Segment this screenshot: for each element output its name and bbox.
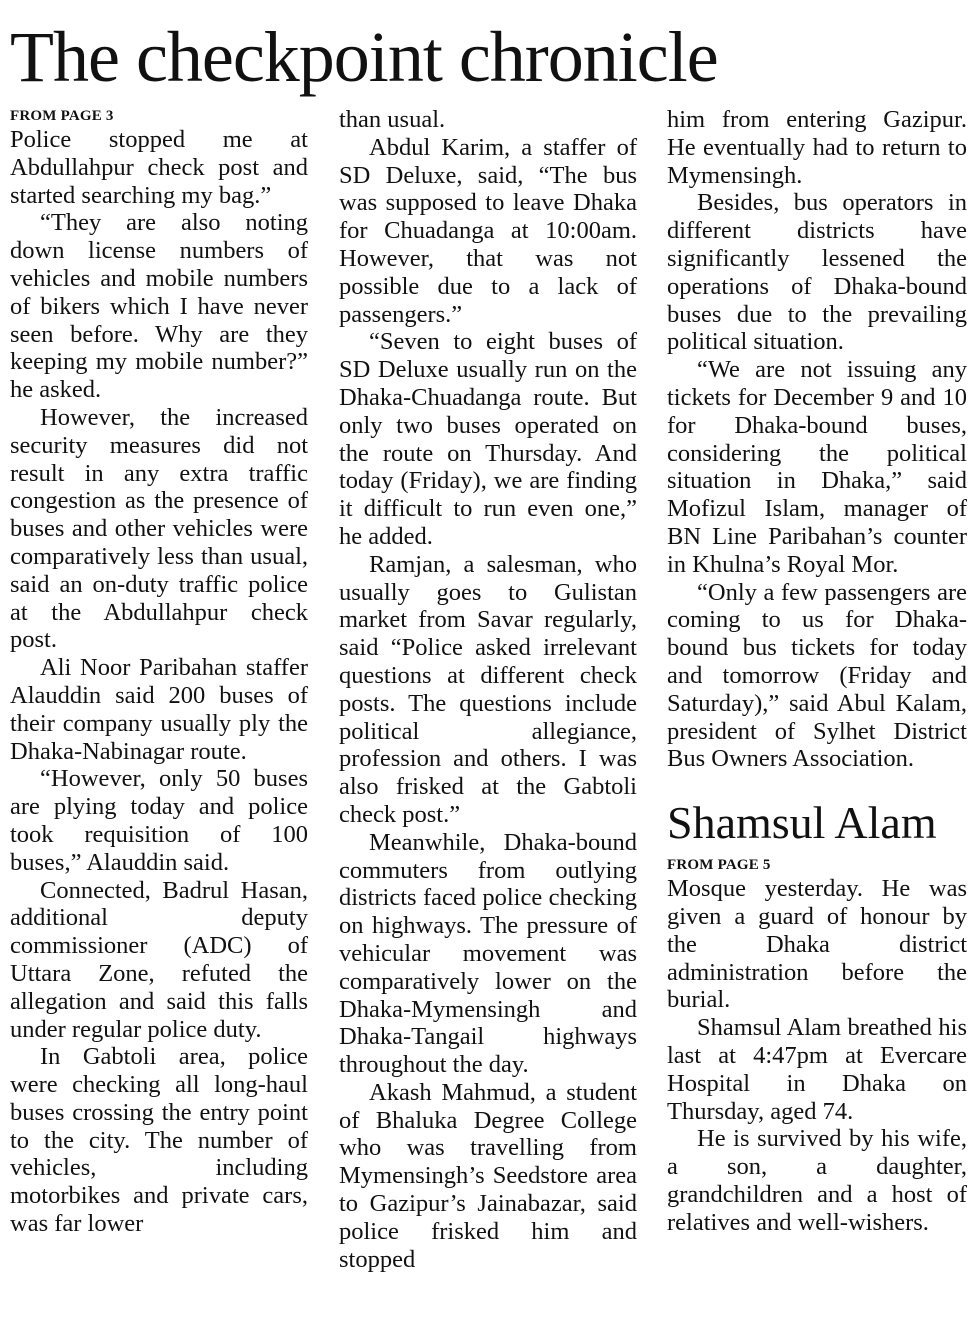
paragraph: He is survived by his wife, a son, a daughter, grandchildren and a host of relatives and well-wishers. [667, 1125, 967, 1236]
paragraph: “However, only 50 buses are plying today and police took requisition of 100 buses,” Alauddin said. [10, 765, 308, 876]
paragraph: “Only a few passengers are coming to us for Dhaka-bound bus tickets for today and tomorrow (Friday and Saturday),” said Abul Kalam, president of Sylhet District Bus Owners Association. [667, 578, 967, 773]
paragraph: Shamsul Alam breathed his last at 4:47pm at Evercare Hospital in Dhaka on Thursday, aged 74. [667, 1014, 967, 1125]
article-column-2 [339, 106, 637, 1273]
second-story-kicker: FROM PAGE 5 [667, 857, 771, 874]
paragraph: Ali Noor Paribahan staffer Alauddin said 200 buses of their company usually ply the Dhaka-Nabinagar route. [10, 654, 308, 765]
paragraph: Besides, bus operators in different districts have significantly lessened the operations of Dhaka-bound buses due to the prevailing political situation. [667, 189, 967, 356]
second-story-headline: Shamsul Alam [667, 797, 937, 849]
paragraph: Abdul Karim, a staffer of SD Deluxe, said, “The bus was supposed to leave Dhaka for Chuadanga at 10:00am. However, that was not possible due to a lack of passengers.” [339, 133, 637, 328]
paragraph: In Gabtoli area, police were checking all long-haul buses crossing the entry point to the city. The number of vehicles, including motorbikes and private cars, was far lower [10, 1043, 308, 1238]
article-column-3 [667, 106, 967, 1236]
paragraph: “They are also noting down license numbers of vehicles and mobile numbers of bikers which I have never seen before. Why are they keeping my mobile number?” he asked. [10, 209, 308, 404]
paragraph: “We are not issuing any tickets for December 9 and 10 for Dhaka-bound buses, considering the political situation in Dhaka,” said Mofizul Islam, manager of BN Line Paribahan’s counter in Khulna’s Royal Mor. [667, 356, 967, 578]
paragraph: “Seven to eight buses of SD Deluxe usually run on the Dhaka-Chuadanga route. But only two buses operated on the route on Thursday. And today (Friday), we are finding it difficult to run even one,” he added. [339, 328, 637, 550]
article-column-1 [10, 106, 308, 1238]
paragraph: Connected, Badrul Hasan, additional deputy commissioner (ADC) of Uttara Zone, refuted the allegation and said this falls under regular police duty. [10, 876, 308, 1043]
paragraph: Ramjan, a salesman, who usually goes to Gulistan market from Savar regularly, said “Police asked irrelevant questions at different check posts. The questions include political allegiance, profession and others. I was also frisked at the Gabtoli check post.” [339, 550, 637, 828]
paragraph: him from entering Gazipur. He eventually had to return to Mymensingh. [667, 106, 967, 189]
paragraph: However, the increased security measures did not result in any extra traffic congestion as the presence of buses and other vehicles were comparatively less than usual, said an on-duty traffic police at the Abdullahpur check post. [10, 403, 308, 654]
paragraph: Meanwhile, Dhaka-bound commuters from outlying districts faced police checking on highways. The pressure of vehicular movement was comparatively lower on the Dhaka-Mymensingh and Dhaka-Tangail highways throughout the day. [339, 828, 637, 1079]
page-headline: The checkpoint chronicle [10, 17, 718, 97]
paragraph: Mosque yesterday. He was given a guard of honour by the Dhaka district administration before the burial. [667, 875, 967, 1014]
paragraph: than usual. [339, 106, 446, 133]
paragraph: Police stopped me at Abdullahpur check post and started searching my bag.” [10, 126, 308, 209]
continuation-kicker: FROM PAGE 3 [10, 108, 114, 124]
paragraph: Akash Mahmud, a student of Bhaluka Degree College who was travelling from Mymensingh’s Seedstore area to Gazipur’s Jainabazar, said police frisked him and stopped [339, 1078, 637, 1273]
